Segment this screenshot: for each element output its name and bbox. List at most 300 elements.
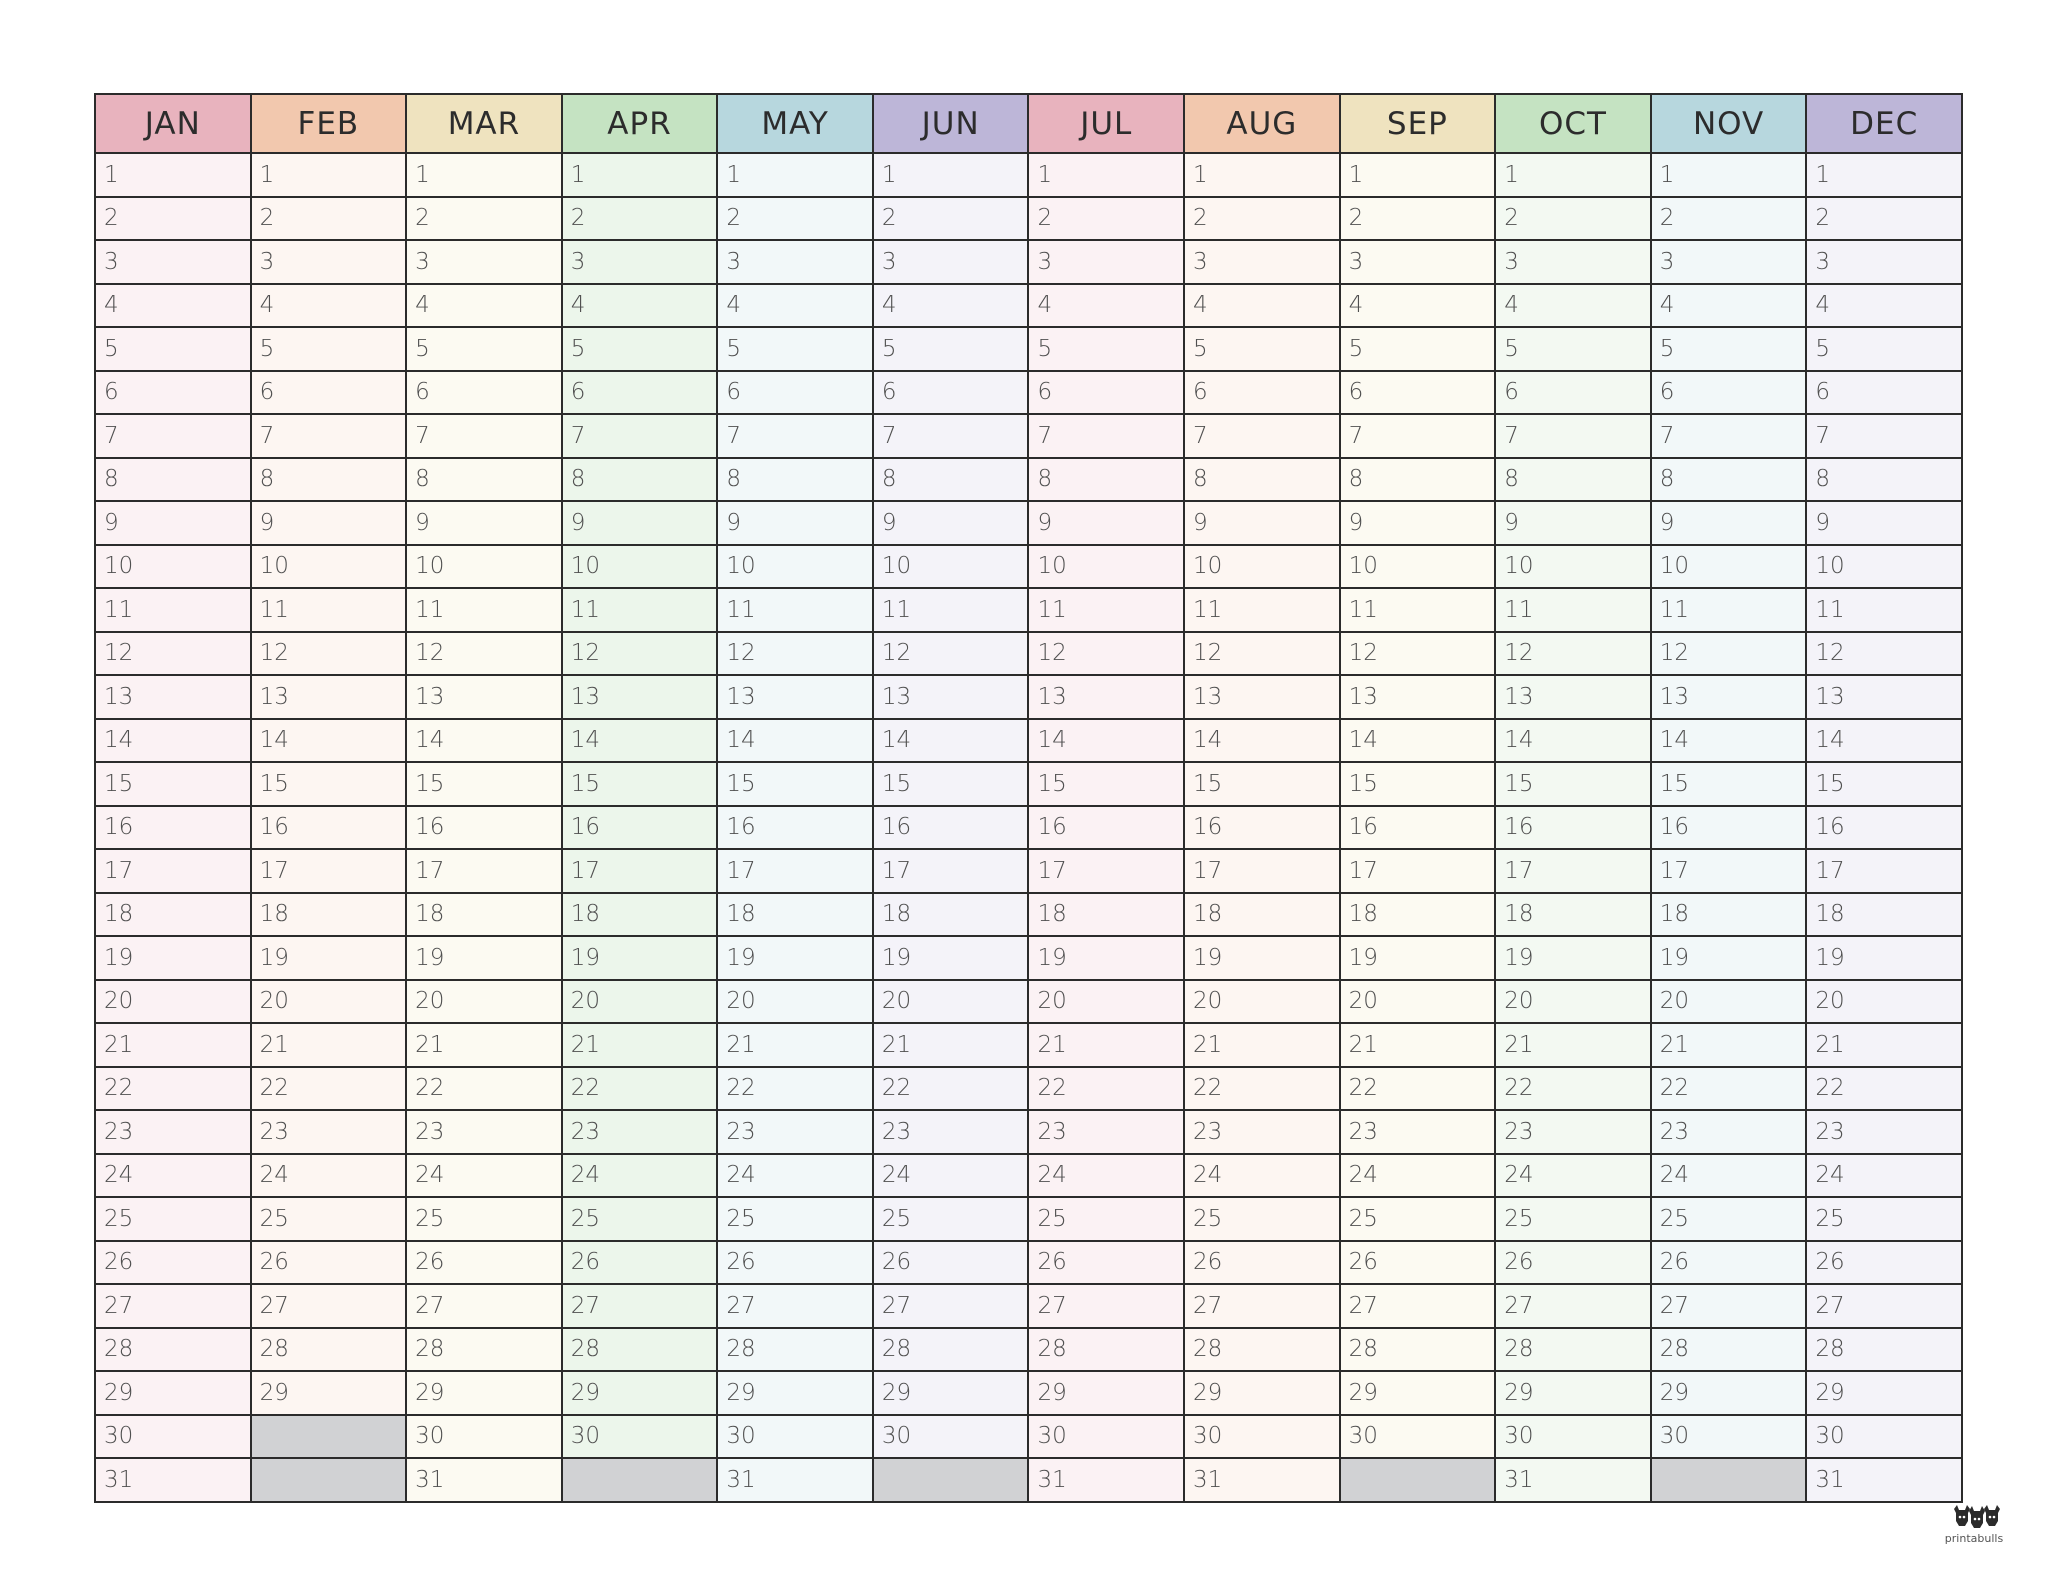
day-cell: 15	[406, 762, 562, 806]
day-cell: 7	[1495, 414, 1651, 458]
day-cell: 11	[406, 588, 562, 632]
day-cell: 28	[1184, 1328, 1340, 1372]
day-cell: 17	[251, 849, 407, 893]
year-calendar-grid	[94, 93, 1963, 1503]
day-cell: 27	[873, 1284, 1029, 1328]
day-cell: 18	[406, 893, 562, 937]
day-cell: 15	[873, 762, 1029, 806]
day-cell: 7	[1028, 414, 1184, 458]
day-cell: 20	[1340, 980, 1496, 1024]
day-cell: 10	[251, 545, 407, 589]
day-cell: 10	[406, 545, 562, 589]
day-row	[95, 1197, 1962, 1241]
day-cell: 10	[95, 545, 251, 589]
day-cell: 14	[1495, 719, 1651, 763]
day-cell: 24	[95, 1154, 251, 1198]
day-cell: 17	[1340, 849, 1496, 893]
day-cell: 23	[1340, 1110, 1496, 1154]
day-cell: 20	[1184, 980, 1340, 1024]
day-cell: 30	[95, 1415, 251, 1459]
day-cell: 4	[873, 284, 1029, 328]
day-cell: 31	[717, 1458, 873, 1502]
day-cell: 1	[873, 153, 1029, 197]
day-row	[95, 806, 1962, 850]
day-cell: 18	[1340, 893, 1496, 937]
day-cell: 27	[95, 1284, 251, 1328]
day-cell: 19	[873, 936, 1029, 980]
day-cell: 30	[1028, 1415, 1184, 1459]
day-cell: 19	[1495, 936, 1651, 980]
month-header-row	[95, 94, 1962, 153]
day-cell: 2	[1806, 197, 1962, 241]
day-cell: 28	[562, 1328, 718, 1372]
day-cell: 30	[717, 1415, 873, 1459]
day-cell: 27	[1028, 1284, 1184, 1328]
day-cell: 2	[873, 197, 1029, 241]
day-cell: 7	[873, 414, 1029, 458]
day-row	[95, 1328, 1962, 1372]
day-cell: 26	[1340, 1241, 1496, 1285]
day-cell: 9	[1184, 501, 1340, 545]
day-cell: 26	[1495, 1241, 1651, 1285]
day-cell: 22	[1028, 1067, 1184, 1111]
day-cell: 8	[406, 458, 562, 502]
day-cell: 12	[251, 632, 407, 676]
day-cell: 16	[1028, 806, 1184, 850]
calendar-body	[95, 153, 1962, 1502]
day-cell: 13	[562, 675, 718, 719]
day-cell: 13	[1651, 675, 1807, 719]
day-cell: 2	[717, 197, 873, 241]
day-cell: 25	[251, 1197, 407, 1241]
day-cell: 4	[1340, 284, 1496, 328]
day-cell: 11	[1028, 588, 1184, 632]
day-row	[95, 632, 1962, 676]
day-cell: 20	[406, 980, 562, 1024]
day-cell: 15	[1495, 762, 1651, 806]
day-cell: 3	[562, 240, 718, 284]
day-cell: 9	[1340, 501, 1496, 545]
day-cell: 1	[1028, 153, 1184, 197]
day-cell: 14	[1028, 719, 1184, 763]
day-row	[95, 1110, 1962, 1154]
day-cell: 31	[1495, 1458, 1651, 1502]
day-cell: 29	[251, 1371, 407, 1415]
day-cell: 22	[406, 1067, 562, 1111]
day-cell: 26	[562, 1241, 718, 1285]
day-cell: 31	[1028, 1458, 1184, 1502]
month-header-mar: MAR	[406, 94, 562, 153]
day-cell: 27	[1184, 1284, 1340, 1328]
blank-day-cell	[562, 1458, 718, 1502]
day-cell: 30	[873, 1415, 1029, 1459]
day-cell: 6	[1806, 371, 1962, 415]
day-cell: 6	[1340, 371, 1496, 415]
day-cell: 9	[95, 501, 251, 545]
day-cell: 30	[1184, 1415, 1340, 1459]
day-cell: 16	[1806, 806, 1962, 850]
day-cell: 12	[1028, 632, 1184, 676]
day-cell: 13	[406, 675, 562, 719]
day-cell: 22	[562, 1067, 718, 1111]
day-cell: 23	[1651, 1110, 1807, 1154]
day-cell: 31	[1184, 1458, 1340, 1502]
day-cell: 30	[1340, 1415, 1496, 1459]
day-cell: 9	[406, 501, 562, 545]
day-cell: 27	[1340, 1284, 1496, 1328]
day-cell: 9	[1806, 501, 1962, 545]
day-cell: 28	[406, 1328, 562, 1372]
month-header-apr: APR	[562, 94, 718, 153]
day-row	[95, 1154, 1962, 1198]
day-cell: 15	[1028, 762, 1184, 806]
day-cell: 19	[1028, 936, 1184, 980]
day-cell: 21	[1806, 1023, 1962, 1067]
month-header-jun: JUN	[873, 94, 1029, 153]
day-cell: 24	[251, 1154, 407, 1198]
day-row	[95, 1458, 1962, 1502]
day-row	[95, 501, 1962, 545]
day-cell: 5	[1495, 327, 1651, 371]
day-cell: 12	[1340, 632, 1496, 676]
day-cell: 10	[1495, 545, 1651, 589]
day-cell: 30	[1495, 1415, 1651, 1459]
blank-day-cell	[251, 1415, 407, 1459]
day-cell: 6	[562, 371, 718, 415]
day-cell: 7	[1806, 414, 1962, 458]
day-cell: 3	[717, 240, 873, 284]
day-cell: 27	[717, 1284, 873, 1328]
day-cell: 12	[1184, 632, 1340, 676]
day-row	[95, 545, 1962, 589]
day-cell: 28	[1340, 1328, 1496, 1372]
day-cell: 19	[562, 936, 718, 980]
day-cell: 17	[95, 849, 251, 893]
day-cell: 23	[1184, 1110, 1340, 1154]
day-row	[95, 371, 1962, 415]
day-cell: 15	[562, 762, 718, 806]
day-cell: 29	[873, 1371, 1029, 1415]
day-cell: 24	[406, 1154, 562, 1198]
day-cell: 2	[1184, 197, 1340, 241]
day-cell: 1	[562, 153, 718, 197]
day-row	[95, 980, 1962, 1024]
day-cell: 18	[717, 893, 873, 937]
day-cell: 24	[562, 1154, 718, 1198]
day-cell: 17	[717, 849, 873, 893]
day-cell: 7	[406, 414, 562, 458]
day-cell: 6	[251, 371, 407, 415]
day-cell: 2	[1028, 197, 1184, 241]
day-row	[95, 1023, 1962, 1067]
day-cell: 4	[717, 284, 873, 328]
day-cell: 11	[873, 588, 1029, 632]
day-cell: 16	[1495, 806, 1651, 850]
day-cell: 17	[873, 849, 1029, 893]
day-cell: 14	[1651, 719, 1807, 763]
day-row	[95, 1284, 1962, 1328]
day-cell: 8	[1340, 458, 1496, 502]
day-cell: 1	[717, 153, 873, 197]
day-cell: 4	[95, 284, 251, 328]
day-row	[95, 284, 1962, 328]
day-cell: 16	[1651, 806, 1807, 850]
day-cell: 3	[406, 240, 562, 284]
day-cell: 7	[1184, 414, 1340, 458]
day-cell: 15	[717, 762, 873, 806]
blank-day-cell	[1651, 1458, 1807, 1502]
day-cell: 26	[1651, 1241, 1807, 1285]
day-cell: 21	[1495, 1023, 1651, 1067]
day-cell: 29	[1340, 1371, 1496, 1415]
day-cell: 29	[406, 1371, 562, 1415]
day-cell: 20	[95, 980, 251, 1024]
day-cell: 9	[1495, 501, 1651, 545]
day-cell: 29	[717, 1371, 873, 1415]
day-cell: 10	[1184, 545, 1340, 589]
day-cell: 31	[406, 1458, 562, 1502]
day-cell: 7	[251, 414, 407, 458]
day-cell: 1	[1340, 153, 1496, 197]
day-cell: 2	[1340, 197, 1496, 241]
day-cell: 26	[95, 1241, 251, 1285]
day-row	[95, 1241, 1962, 1285]
day-cell: 27	[1806, 1284, 1962, 1328]
day-cell: 19	[406, 936, 562, 980]
day-cell: 12	[1495, 632, 1651, 676]
day-cell: 6	[717, 371, 873, 415]
day-cell: 11	[1184, 588, 1340, 632]
day-cell: 26	[717, 1241, 873, 1285]
day-cell: 12	[873, 632, 1029, 676]
day-cell: 10	[1028, 545, 1184, 589]
day-cell: 20	[717, 980, 873, 1024]
day-cell: 8	[1806, 458, 1962, 502]
day-cell: 14	[717, 719, 873, 763]
day-cell: 28	[95, 1328, 251, 1372]
day-cell: 3	[95, 240, 251, 284]
day-cell: 29	[562, 1371, 718, 1415]
day-row	[95, 458, 1962, 502]
day-cell: 1	[1184, 153, 1340, 197]
day-cell: 20	[1651, 980, 1807, 1024]
day-cell: 16	[95, 806, 251, 850]
day-cell: 24	[1184, 1154, 1340, 1198]
day-cell: 2	[1651, 197, 1807, 241]
day-cell: 8	[1651, 458, 1807, 502]
day-cell: 4	[1028, 284, 1184, 328]
day-cell: 1	[1495, 153, 1651, 197]
day-cell: 6	[406, 371, 562, 415]
day-cell: 3	[1495, 240, 1651, 284]
day-cell: 22	[1340, 1067, 1496, 1111]
day-row	[95, 849, 1962, 893]
day-cell: 5	[1651, 327, 1807, 371]
day-cell: 10	[562, 545, 718, 589]
day-cell: 10	[1806, 545, 1962, 589]
day-cell: 18	[873, 893, 1029, 937]
day-cell: 14	[562, 719, 718, 763]
day-cell: 20	[1806, 980, 1962, 1024]
day-cell: 28	[1495, 1328, 1651, 1372]
printabulls-logo	[1936, 1503, 2012, 1547]
day-cell: 17	[406, 849, 562, 893]
day-cell: 20	[251, 980, 407, 1024]
day-cell: 20	[1495, 980, 1651, 1024]
day-cell: 25	[1495, 1197, 1651, 1241]
day-cell: 6	[873, 371, 1029, 415]
day-cell: 26	[1028, 1241, 1184, 1285]
day-cell: 25	[95, 1197, 251, 1241]
day-cell: 28	[251, 1328, 407, 1372]
day-cell: 16	[1184, 806, 1340, 850]
day-cell: 6	[1184, 371, 1340, 415]
day-cell: 9	[1028, 501, 1184, 545]
day-cell: 15	[251, 762, 407, 806]
day-cell: 1	[1651, 153, 1807, 197]
day-cell: 14	[1806, 719, 1962, 763]
day-cell: 23	[1495, 1110, 1651, 1154]
day-cell: 28	[1806, 1328, 1962, 1372]
day-cell: 26	[251, 1241, 407, 1285]
day-cell: 19	[717, 936, 873, 980]
day-cell: 11	[1495, 588, 1651, 632]
day-cell: 7	[717, 414, 873, 458]
day-cell: 9	[1651, 501, 1807, 545]
day-cell: 21	[1028, 1023, 1184, 1067]
day-cell: 1	[95, 153, 251, 197]
day-cell: 28	[873, 1328, 1029, 1372]
day-cell: 25	[562, 1197, 718, 1241]
day-cell: 25	[1028, 1197, 1184, 1241]
day-cell: 30	[1806, 1415, 1962, 1459]
day-cell: 31	[1806, 1458, 1962, 1502]
day-cell: 23	[406, 1110, 562, 1154]
day-cell: 19	[1340, 936, 1496, 980]
day-cell: 11	[717, 588, 873, 632]
month-header-sep: SEP	[1340, 94, 1496, 153]
day-cell: 4	[1806, 284, 1962, 328]
day-cell: 8	[1028, 458, 1184, 502]
day-cell: 10	[873, 545, 1029, 589]
day-row	[95, 1415, 1962, 1459]
day-cell: 17	[1495, 849, 1651, 893]
day-cell: 21	[95, 1023, 251, 1067]
day-cell: 27	[562, 1284, 718, 1328]
day-cell: 19	[251, 936, 407, 980]
month-header-nov: NOV	[1651, 94, 1807, 153]
day-cell: 24	[1340, 1154, 1496, 1198]
day-cell: 13	[1028, 675, 1184, 719]
day-cell: 2	[1495, 197, 1651, 241]
day-cell: 27	[1651, 1284, 1807, 1328]
day-cell: 9	[562, 501, 718, 545]
day-cell: 22	[95, 1067, 251, 1111]
day-cell: 16	[1340, 806, 1496, 850]
day-cell: 30	[1651, 1415, 1807, 1459]
day-cell: 3	[1184, 240, 1340, 284]
blank-day-cell	[1340, 1458, 1496, 1502]
day-cell: 25	[406, 1197, 562, 1241]
day-cell: 2	[95, 197, 251, 241]
day-cell: 24	[1028, 1154, 1184, 1198]
day-cell: 1	[406, 153, 562, 197]
day-cell: 21	[406, 1023, 562, 1067]
day-cell: 23	[1806, 1110, 1962, 1154]
month-header-dec: DEC	[1806, 94, 1962, 153]
day-cell: 6	[95, 371, 251, 415]
day-cell: 1	[1806, 153, 1962, 197]
day-cell: 11	[1340, 588, 1496, 632]
day-cell: 4	[1651, 284, 1807, 328]
day-cell: 24	[1806, 1154, 1962, 1198]
day-cell: 5	[562, 327, 718, 371]
day-cell: 17	[562, 849, 718, 893]
day-cell: 8	[95, 458, 251, 502]
day-cell: 11	[95, 588, 251, 632]
day-cell: 29	[1651, 1371, 1807, 1415]
day-cell: 20	[562, 980, 718, 1024]
day-cell: 10	[1651, 545, 1807, 589]
day-cell: 11	[1651, 588, 1807, 632]
day-cell: 5	[1806, 327, 1962, 371]
day-cell: 5	[873, 327, 1029, 371]
day-cell: 5	[95, 327, 251, 371]
month-header-may: MAY	[717, 94, 873, 153]
day-cell: 13	[95, 675, 251, 719]
day-cell: 26	[1184, 1241, 1340, 1285]
day-cell: 20	[1028, 980, 1184, 1024]
blank-day-cell	[251, 1458, 407, 1502]
day-cell: 22	[1184, 1067, 1340, 1111]
day-cell: 3	[251, 240, 407, 284]
day-cell: 4	[562, 284, 718, 328]
day-cell: 27	[1495, 1284, 1651, 1328]
day-cell: 12	[1651, 632, 1807, 676]
day-cell: 16	[251, 806, 407, 850]
day-cell: 14	[1184, 719, 1340, 763]
day-cell: 9	[251, 501, 407, 545]
day-cell: 3	[1806, 240, 1962, 284]
month-header-jul: JUL	[1028, 94, 1184, 153]
day-cell: 21	[1184, 1023, 1340, 1067]
day-cell: 13	[717, 675, 873, 719]
day-cell: 14	[95, 719, 251, 763]
day-cell: 25	[873, 1197, 1029, 1241]
day-cell: 5	[1340, 327, 1496, 371]
day-cell: 22	[1495, 1067, 1651, 1111]
day-cell: 15	[1651, 762, 1807, 806]
day-cell: 6	[1651, 371, 1807, 415]
day-cell: 4	[251, 284, 407, 328]
day-cell: 7	[1340, 414, 1496, 458]
day-cell: 24	[873, 1154, 1029, 1198]
day-cell: 5	[717, 327, 873, 371]
day-cell: 23	[1028, 1110, 1184, 1154]
day-cell: 13	[1806, 675, 1962, 719]
day-cell: 2	[562, 197, 718, 241]
day-cell: 14	[406, 719, 562, 763]
day-cell: 24	[1651, 1154, 1807, 1198]
day-cell: 26	[406, 1241, 562, 1285]
day-cell: 21	[562, 1023, 718, 1067]
day-cell: 8	[873, 458, 1029, 502]
day-cell: 29	[1028, 1371, 1184, 1415]
day-cell: 18	[1651, 893, 1807, 937]
day-cell: 30	[562, 1415, 718, 1459]
day-cell: 12	[95, 632, 251, 676]
day-row	[95, 240, 1962, 284]
